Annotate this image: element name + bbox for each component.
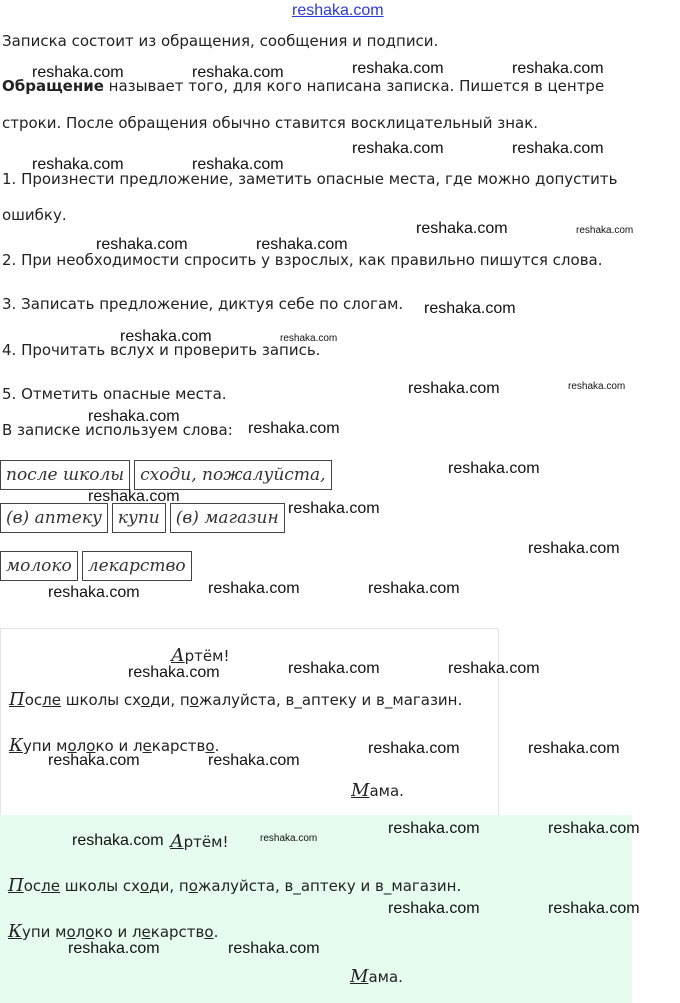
watermark: reshaka.com xyxy=(568,381,626,392)
watermark: reshaka.com xyxy=(528,740,620,757)
watermark: reshaka.com xyxy=(32,156,124,173)
watermark: reshaka.com xyxy=(260,833,318,844)
watermark: reshaka.com xyxy=(512,140,604,157)
watermark: reshaka.com xyxy=(88,488,180,505)
watermark: reshaka.com xyxy=(88,408,180,425)
site-link[interactable]: reshaka.com xyxy=(292,2,384,19)
watermark: reshaka.com xyxy=(248,420,340,437)
words-intro: В записке используем слова: xyxy=(2,421,233,439)
intro-text: Записка состоит из обращения, сообщения и подписи. xyxy=(2,32,439,50)
word-box: купи xyxy=(112,503,166,533)
step-5: 5. Отметить опасные места. xyxy=(2,385,227,403)
word-row-1 xyxy=(0,460,332,490)
note-line-2: Купи молоко и лекарство. xyxy=(9,735,220,756)
word-box: (в) магазин xyxy=(170,503,285,533)
note-greeting: Артём! xyxy=(171,645,230,666)
note-line-1: После школы сходи, пожалуйста, в_аптеку и в_магазин. xyxy=(9,689,463,710)
note-signature: Мама. xyxy=(351,780,404,801)
watermark: reshaka.com xyxy=(576,225,634,236)
watermark: reshaka.com xyxy=(352,60,444,77)
watermark: reshaka.com xyxy=(288,660,380,677)
watermark: reshaka.com xyxy=(448,460,540,477)
watermark: reshaka.com xyxy=(424,300,516,317)
watermark: reshaka.com xyxy=(512,60,604,77)
word-box: сходи, пожалуйста, xyxy=(134,460,331,490)
note-line-1: После школы сходи, пожалуйста, в_аптеку и в_магазин. xyxy=(8,875,462,896)
watermark: reshaka.com xyxy=(548,820,640,837)
watermark: reshaka.com xyxy=(256,236,348,253)
word-box: после школы xyxy=(0,460,130,490)
word-box: лекарство xyxy=(82,551,192,581)
word-box: молоко xyxy=(0,551,78,581)
note-line-2: Купи молоко и лекарство. xyxy=(8,921,219,942)
watermark: reshaka.com xyxy=(228,940,320,957)
watermark: reshaka.com xyxy=(288,500,380,517)
step-1: 1. Произнести предложение, заметить опасные места, где можно допустить xyxy=(2,170,618,188)
watermark: reshaka.com xyxy=(352,140,444,157)
watermark: reshaka.com xyxy=(192,156,284,173)
watermark: reshaka.com xyxy=(368,740,460,757)
note-card xyxy=(0,628,499,817)
watermark: reshaka.com xyxy=(208,752,300,769)
watermark: reshaka.com xyxy=(528,540,620,557)
word-row-3 xyxy=(0,551,192,581)
watermark: reshaka.com xyxy=(72,832,164,849)
note-signature: Мама. xyxy=(350,966,403,987)
watermark: reshaka.com xyxy=(416,220,508,237)
watermark: reshaka.com xyxy=(448,660,540,677)
step-1-cont: ошибку. xyxy=(2,206,67,224)
watermark: reshaka.com xyxy=(96,236,188,253)
step-2: 2. При необходимости спросить у взрослых, как правильно пишутся слова. xyxy=(2,251,603,269)
term-greeting: Обращение xyxy=(2,77,104,95)
watermark: reshaka.com xyxy=(128,664,220,681)
watermark: reshaka.com xyxy=(48,584,140,601)
greeting-definition-line1: Обращение называет того, для кого написана записка. Пишется в центре xyxy=(2,77,605,95)
watermark: reshaka.com xyxy=(388,900,480,917)
watermark: reshaka.com xyxy=(368,580,460,597)
watermark: reshaka.com xyxy=(32,64,124,81)
greeting-definition-line2: строки. После обращения обычно ставится восклицательный знак. xyxy=(2,114,539,132)
watermark: reshaka.com xyxy=(388,820,480,837)
note-card-answer xyxy=(0,815,632,1003)
watermark: reshaka.com xyxy=(120,328,212,345)
watermark: reshaka.com xyxy=(548,900,640,917)
word-row-2 xyxy=(0,503,285,533)
note-greeting: Артём! xyxy=(170,831,229,852)
step-3: 3. Записать предложение, диктуя себе по слогам. xyxy=(2,295,404,313)
watermark: reshaka.com xyxy=(192,64,284,81)
watermark: reshaka.com xyxy=(208,580,300,597)
watermark: reshaka.com xyxy=(48,752,140,769)
word-box: (в) аптеку xyxy=(0,503,108,533)
step-4: 4. Прочитать вслух и проверить запись. xyxy=(2,341,321,359)
watermark: reshaka.com xyxy=(68,940,160,957)
watermark: reshaka.com xyxy=(408,380,500,397)
watermark: reshaka.com xyxy=(280,333,338,344)
